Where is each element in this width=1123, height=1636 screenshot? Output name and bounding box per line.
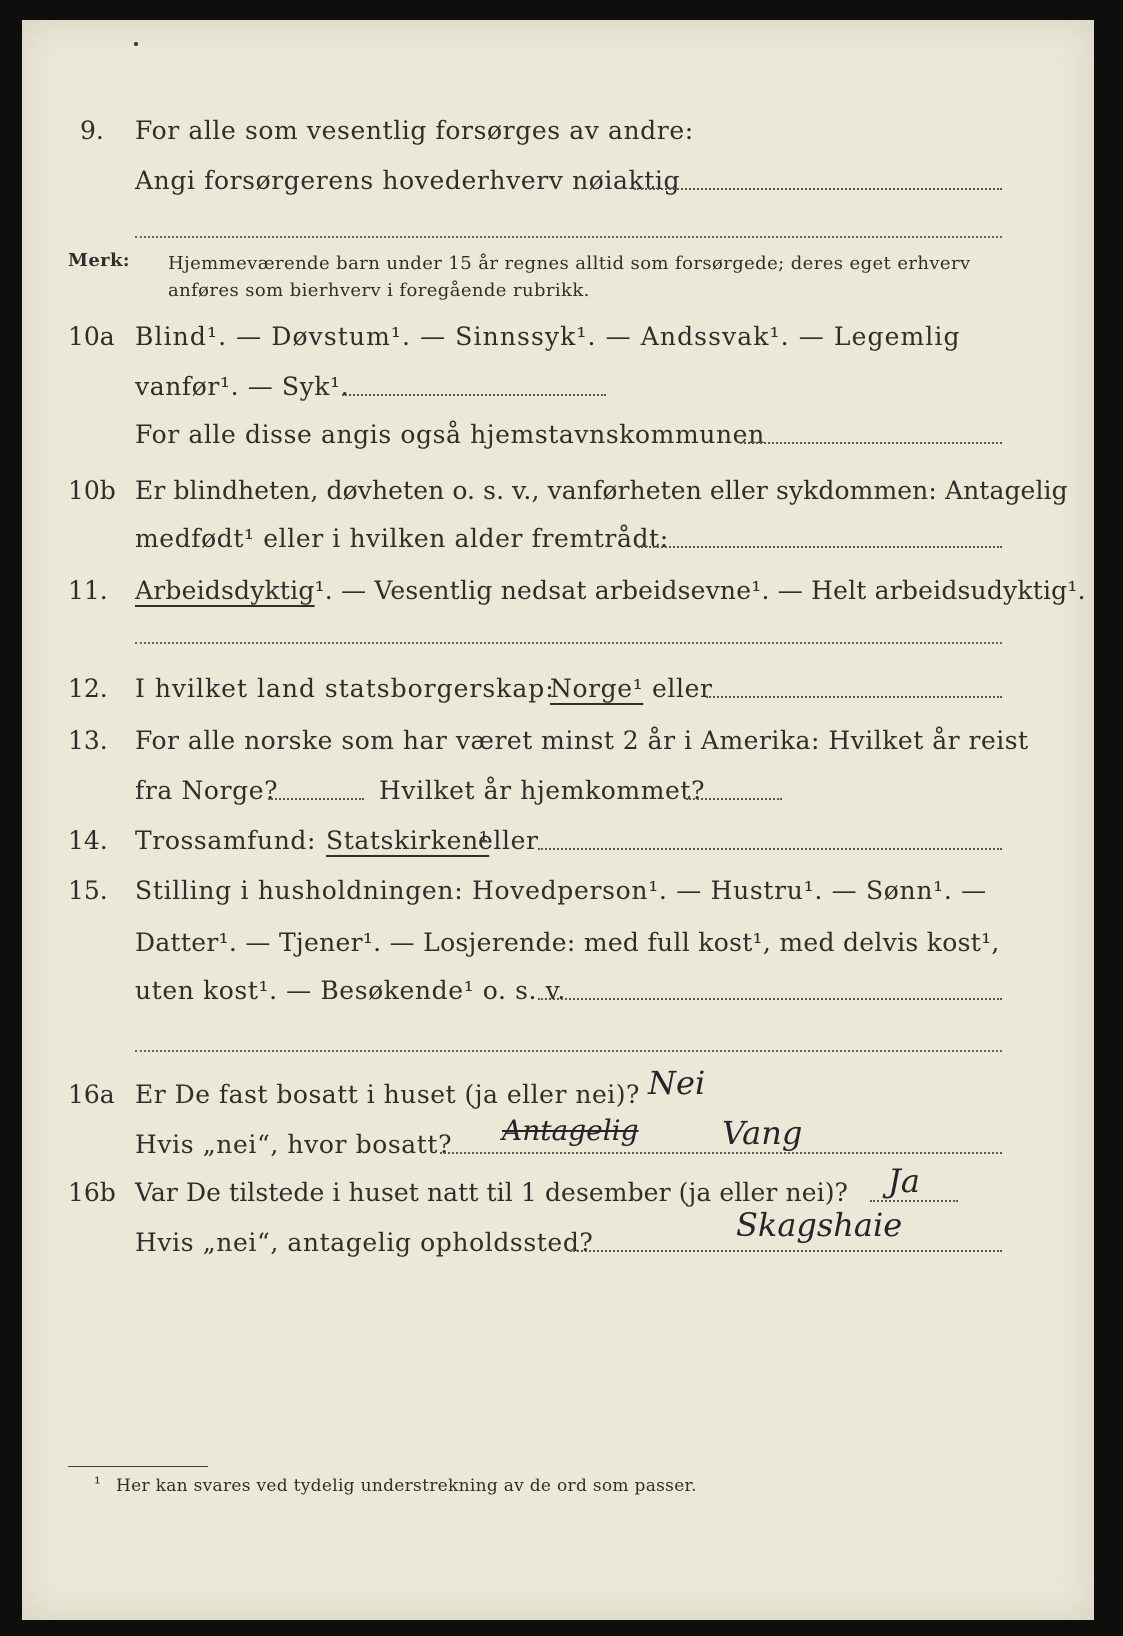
q10b-number: 10b [68, 476, 116, 505]
q16a-struck-answer[interactable]: Antagelig [502, 1114, 639, 1147]
q16b-whereabouts-line[interactable] [570, 1250, 1002, 1252]
q14-answer-line[interactable] [538, 848, 1002, 850]
q9-number: 9. [80, 116, 104, 145]
q10a-line3: For alle disse angis også hjemstavnskommunen [135, 420, 765, 449]
q16b-line1: Var De tilstede i huset natt til 1 desember (ja eller nei)? [135, 1178, 849, 1207]
q15-line3: uten kost¹. — Besøkende¹ o. s. v. [135, 976, 566, 1005]
q16b-handwritten-answer1[interactable]: Ja [888, 1162, 920, 1200]
q16b-number: 16b [68, 1178, 116, 1207]
q11-extra-line[interactable] [135, 642, 1002, 644]
q15-answer-line[interactable] [538, 998, 1002, 1000]
q16b-line2: Hvis „nei“, antagelig opholdssted? [135, 1228, 594, 1257]
q9-line2: Angi forsørgerens hovederhverv nøiaktig [135, 166, 681, 195]
q14-text: Trossamfund: [135, 826, 317, 855]
q13-line2b: Hvilket år hjemkommet? [379, 776, 706, 805]
q16b-presence-line[interactable] [870, 1200, 958, 1202]
q16a-handwritten-answer1[interactable]: Nei [648, 1064, 706, 1102]
q14-after: eller [478, 826, 539, 855]
q12-number: 12. [68, 674, 108, 703]
q16a-line1: Er De fast bosatt i huset (ja eller nei)? [135, 1080, 640, 1109]
census-form-page [22, 20, 1094, 1620]
merk-label: Merk: [68, 250, 130, 271]
q13-departure-line[interactable] [268, 798, 364, 800]
q16a-residence-line[interactable] [440, 1152, 1002, 1154]
q10b-line2: medfødt¹ eller i hvilken alder fremtrådt: [135, 524, 669, 553]
q9-line1: For alle som vesentlig forsørges av andre: [135, 116, 694, 145]
footnote-text: Her kan svares ved tydelig understrekning av de ord som passer. [116, 1476, 697, 1496]
q10b-answer-line[interactable] [638, 546, 1002, 548]
q16b-handwritten-answer2[interactable]: Skagshaie [736, 1206, 903, 1244]
q14-underlined-choice: Statskirken¹ [326, 826, 490, 855]
q10a-line1: Blind¹. — Døvstum¹. — Sinnssyk¹. — Andssvak¹. — Legemlig [135, 322, 961, 351]
q11-underlined-choice: Arbeidsdyktig [135, 576, 315, 605]
q10a-municipality-line[interactable] [740, 442, 1002, 444]
merk-line2: anføres som bierhverv i foregående rubrikk. [168, 280, 590, 301]
footnote-mark: ¹ [94, 1474, 102, 1494]
q12-underlined-choice: Norge¹ [550, 674, 644, 703]
q13-return-line[interactable] [686, 798, 782, 800]
q15-line1: Stilling i husholdningen: Hovedperson¹. — Hustru¹. — Sønn¹. — [135, 876, 987, 905]
q15-number: 15. [68, 876, 108, 905]
q16a-number: 16a [68, 1080, 115, 1109]
q11-line [135, 576, 1086, 605]
q10b-line1: Er blindheten, døvheten o. s. v., vanførheten eller sykdommen: Antagelig [135, 476, 1068, 505]
q10a-line2: vanfør¹. — Syk¹. [135, 372, 350, 401]
q10a-number: 10a [68, 322, 115, 351]
q15-extra-line[interactable] [135, 1050, 1002, 1052]
q11-rest: ¹. — Vesentlig nedsat arbeidsevne¹. — Helt arbeidsudyktig¹. [314, 576, 1086, 605]
q12-answer-line[interactable] [706, 696, 1002, 698]
q9-extra-line[interactable] [135, 236, 1002, 238]
q11-number: 11. [68, 576, 108, 605]
merk-line1: Hjemmeværende barn under 15 år regnes alltid som forsørgede; deres eget erhverv [168, 253, 971, 274]
q13-line2a: fra Norge? [135, 776, 279, 805]
footnote-rule [68, 1466, 208, 1467]
q10a-sick-line[interactable] [342, 394, 606, 396]
q16a-handwritten-answer2[interactable]: Vang [722, 1114, 803, 1152]
q16a-line2: Hvis „nei“, hvor bosatt? [135, 1130, 453, 1159]
q9-answer-line[interactable] [634, 188, 1002, 190]
q13-number: 13. [68, 726, 108, 755]
q12-after: eller [652, 674, 713, 703]
q13-line1: For alle norske som har været minst 2 år i Amerika: Hvilket år reist [135, 726, 1029, 755]
q12-text: I hvilket land statsborgerskap: [135, 674, 555, 703]
q15-line2: Datter¹. — Tjener¹. — Losjerende: med full kost¹, med delvis kost¹, [135, 928, 1000, 957]
q14-number: 14. [68, 826, 108, 855]
ink-speck [134, 42, 138, 46]
